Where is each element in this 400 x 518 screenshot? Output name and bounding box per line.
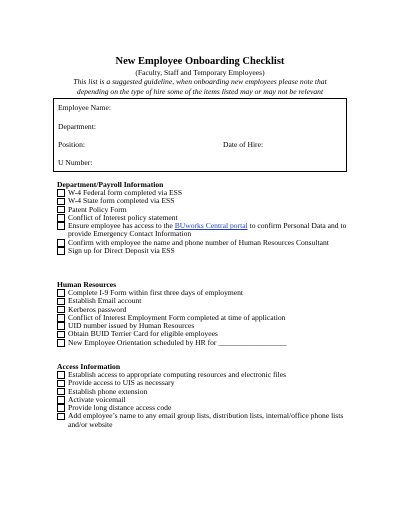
checkbox[interactable] [57,331,65,339]
checklist-access-information [57,371,357,429]
checklist-item-label: W-4 Federal form completed via ESS [68,188,183,197]
checkbox[interactable] [57,306,65,314]
checklist-item-label: Sign up for Direct Deposit via ESS [68,246,175,256]
checklist-item-label: Patent Policy Form [68,204,127,214]
checkbox[interactable] [57,371,65,379]
checklist-item-label: Complete I-9 Form within first three days of employment [68,288,244,297]
checkbox[interactable] [57,189,65,197]
checklist-item-label: Confirm with employee the name and phone number of Human Resources Consultant [68,237,329,247]
checkbox[interactable] [57,380,65,388]
checkbox[interactable] [57,413,65,421]
checkbox[interactable] [57,239,65,247]
checkbox[interactable] [57,298,65,306]
date-of-hire-label: Date of Hire: [223,140,264,149]
employee-name-label: Employee Name: [58,103,111,112]
checklist-item-label: Activate voicemail [68,394,126,404]
checklist-item [57,339,357,347]
page-subtitle: (Faculty, Staff and Temporary Employees) [135,68,265,77]
checklist-department-payroll [57,189,357,255]
checkbox[interactable] [57,314,65,322]
checklist-item-label: Provide long distance access code [68,403,172,413]
checkbox[interactable] [57,396,65,404]
checklist-item-label-before: Ensure employee has access to the [68,221,175,231]
buworks-central-portal-link[interactable]: BUworks Central portal [174,221,248,231]
position-label: Position: [58,140,86,149]
checklist-item [57,222,357,239]
section-title-human-resources: Human Resources [57,280,117,289]
section-title-access-information: Access Information [57,362,121,371]
checklist-item-label: Obtain BUID Terrier Card for eligible employees [68,329,218,339]
employee-info-box [53,98,347,172]
checklist-item [57,412,357,429]
checkbox[interactable] [57,222,65,230]
checklist-item [57,247,357,255]
checkbox[interactable] [57,388,65,396]
guideline-note: This list is a suggested guideline, when onboarding new employees please note that depending on the type of hire some of the items listed may or may not be relevant [73,77,327,96]
checklist-item-label: Conflict of Interest Employment Form completed at time of application [68,312,286,322]
checkbox[interactable] [57,289,65,297]
checklist-item-label: Establish phone extension [68,386,148,396]
checklist-item-label: Establish access to appropriate computing resources and electronic files [68,370,287,379]
checkbox[interactable] [57,322,65,330]
checklist-human-resources [57,289,357,347]
checklist-item-label-after: to confirm Personal Data and to provide Emergency Contact Information [68,221,347,239]
checklist-item-label: Provide access to UIS as necessary [68,378,175,388]
checkbox[interactable] [57,198,65,206]
checklist-item-label: Add employee’s name to any email group lists, distribution lists, internal/office phone lists and/or website [68,411,344,429]
checkbox[interactable] [57,206,65,214]
u-number-label: U Number: [58,158,93,167]
checkbox[interactable] [57,404,65,412]
checklist-item-label: W-4 State form completed via ESS [68,196,175,206]
checkbox[interactable] [57,247,65,255]
checklist-item-label: New Employee Orientation scheduled by HR for __________________ [68,337,287,347]
checklist-item-label: Establish Email account [68,296,142,306]
checklist-item-label: Kerberos password [68,304,127,314]
page-title: New Employee Onboarding Checklist [115,56,285,67]
checklist-item-label: UID number issued by Human Resources [68,321,195,331]
checklist-item-label: Conflict of Interest policy statement [68,212,178,222]
checkbox[interactable] [57,339,65,347]
department-label: Department: [58,122,96,131]
section-title-department-payroll: Department/Payroll Information [57,180,164,189]
checkbox[interactable] [57,214,65,222]
